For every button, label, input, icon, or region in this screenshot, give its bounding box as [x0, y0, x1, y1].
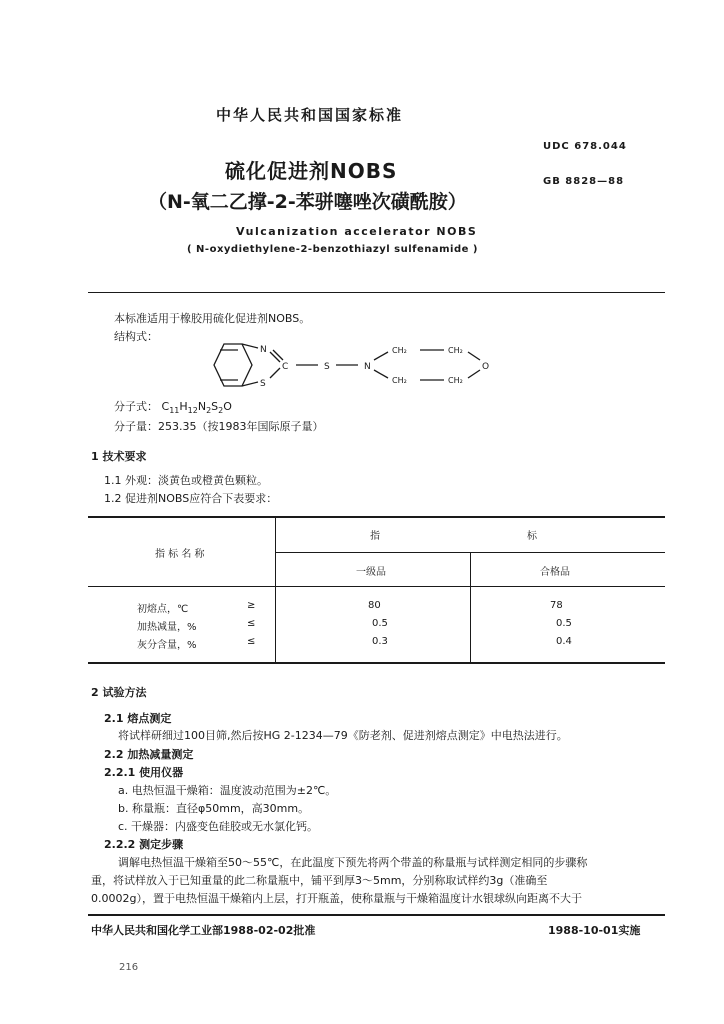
formula-c: C — [161, 400, 170, 413]
table-vertical-rule-2 — [470, 552, 471, 663]
table-row-name: 初熔点，℃ — [137, 604, 189, 615]
table-row-name: 加热减量，% — [137, 622, 197, 633]
ch2-group: CH₂ — [392, 376, 407, 385]
section-2-heading: 2 试验方法 — [91, 686, 147, 699]
procedure-line-1: 调解电热恒温干燥箱至50～55℃，在此温度下预先将两个带盖的称量瓶与试样测定相同的步骤称 — [118, 856, 588, 869]
section-2-1-heading: 2.1 熔点测定 — [104, 712, 172, 725]
table-top-rule — [88, 516, 665, 518]
atom-s-bridge: S — [324, 362, 330, 372]
formula-n: N — [197, 400, 207, 413]
procedure-line-3: 0.0002g），置于电热恒温干燥箱内上层，打开瓶盖，使称量瓶与干燥箱温度计水银球纵向距离不大于 — [91, 892, 582, 905]
formula-n-count: 2 — [206, 406, 212, 416]
effective-date: 1988-10-01实施 — [548, 924, 641, 937]
atom-s-ring: S — [260, 379, 266, 389]
gb-number: GB 8828—88 — [543, 176, 625, 187]
subtitle-cn: （N-氧二乙撑-2-苯骈噻唑次磺酰胺） — [148, 191, 467, 213]
atom-n-ring: N — [260, 345, 267, 355]
formula-o: O — [223, 400, 232, 413]
subtitle-en: ( N-oxydiethylene-2-benzothiazyl sulfenamide ) — [187, 244, 478, 255]
ch2-group: CH₂ — [448, 376, 463, 385]
table-header-grade2: 合格品 — [540, 567, 570, 578]
table-row-op: ≥ — [247, 600, 256, 611]
atom-c: C — [282, 362, 289, 372]
table-header-grade1: 一级品 — [356, 567, 386, 578]
instrument-a: a. 电热恒温干燥箱：温度波动范围为±2℃。 — [118, 784, 337, 797]
header-divider — [88, 292, 665, 293]
structure-label: 结构式： — [114, 330, 158, 343]
atom-o: O — [482, 362, 490, 372]
formula-label: 分子式： — [114, 400, 158, 413]
table-row-value1: 0.3 — [372, 636, 388, 647]
table-header-index-b: 标 — [527, 531, 537, 542]
formula-c-count: 11 — [169, 406, 180, 416]
udc-code: UDC 678.044 — [543, 141, 627, 152]
formula-s: S — [211, 400, 219, 413]
approval-line: 中华人民共和国化学工业部1988-02-02批准 — [91, 924, 316, 937]
molecular-mass: 分子量：253.35（按1983年国际原子量） — [114, 420, 324, 433]
formula-h: H — [179, 400, 188, 413]
table-row-value2: 78 — [550, 600, 563, 611]
title-en: Vulcanization accelerator NOBS — [236, 225, 478, 238]
footer-divider — [88, 914, 665, 916]
table-row-op: ≤ — [247, 618, 256, 629]
molecular-formula — [114, 398, 232, 415]
page-number: 216 — [119, 962, 139, 973]
table-row-op: ≤ — [247, 636, 256, 647]
instrument-c: c. 干燥器：内盛变色硅胶或无水氯化钙。 — [118, 820, 319, 833]
section-1-heading: 1 技术要求 — [91, 450, 147, 463]
table-bottom-rule — [88, 662, 665, 664]
item-1-2: 1.2 促进剂NOBS应符合下表要求： — [104, 492, 278, 505]
instrument-b: b. 称量瓶：直径φ50mm，高30mm。 — [118, 802, 310, 815]
national-standard-heading: 中华人民共和国国家标准 — [216, 106, 404, 124]
table-vertical-rule — [275, 516, 276, 663]
table-header-index-a: 指 — [370, 531, 380, 542]
table-header-bottom-rule — [88, 586, 665, 587]
table-row-name: 灰分含量，% — [137, 640, 197, 651]
formula-h-count: 12 — [187, 406, 198, 416]
table-row-value1: 80 — [368, 600, 381, 611]
section-2-2-1-heading: 2.2.1 使用仪器 — [104, 766, 184, 779]
section-2-2-2-heading: 2.2.2 测定步骤 — [104, 838, 184, 851]
title-cn: 硫化促进剂NOBS — [225, 159, 398, 183]
section-2-1-text: 将试样研细过100目筛,然后按HG 2-1234—79《防老剂、促进剂熔点测定》中电热法进行。 — [118, 729, 568, 742]
section-2-2-heading: 2.2 加热减量测定 — [104, 748, 194, 761]
table-row-value2: 0.4 — [556, 636, 572, 647]
item-1-1: 1.1 外观：淡黄色或橙黄色颗粒。 — [104, 474, 268, 487]
structural-formula — [212, 338, 502, 394]
ch2-group: CH₂ — [392, 346, 407, 355]
formula-s-count: 2 — [218, 406, 224, 416]
atom-n-amine: N — [364, 362, 371, 372]
table-row-value2: 0.5 — [556, 618, 572, 629]
scope-text: 本标准适用于橡胶用硫化促进剂NOBS。 — [114, 312, 311, 325]
table-row-value1: 0.5 — [372, 618, 388, 629]
procedure-line-2: 重，将试样放入于已知重量的此二称量瓶中，铺平到厚3～5mm，分别称取试样约3g（准确至 — [91, 874, 548, 887]
ch2-group: CH₂ — [448, 346, 463, 355]
table-header-name: 指 标 名 称 — [155, 549, 205, 560]
